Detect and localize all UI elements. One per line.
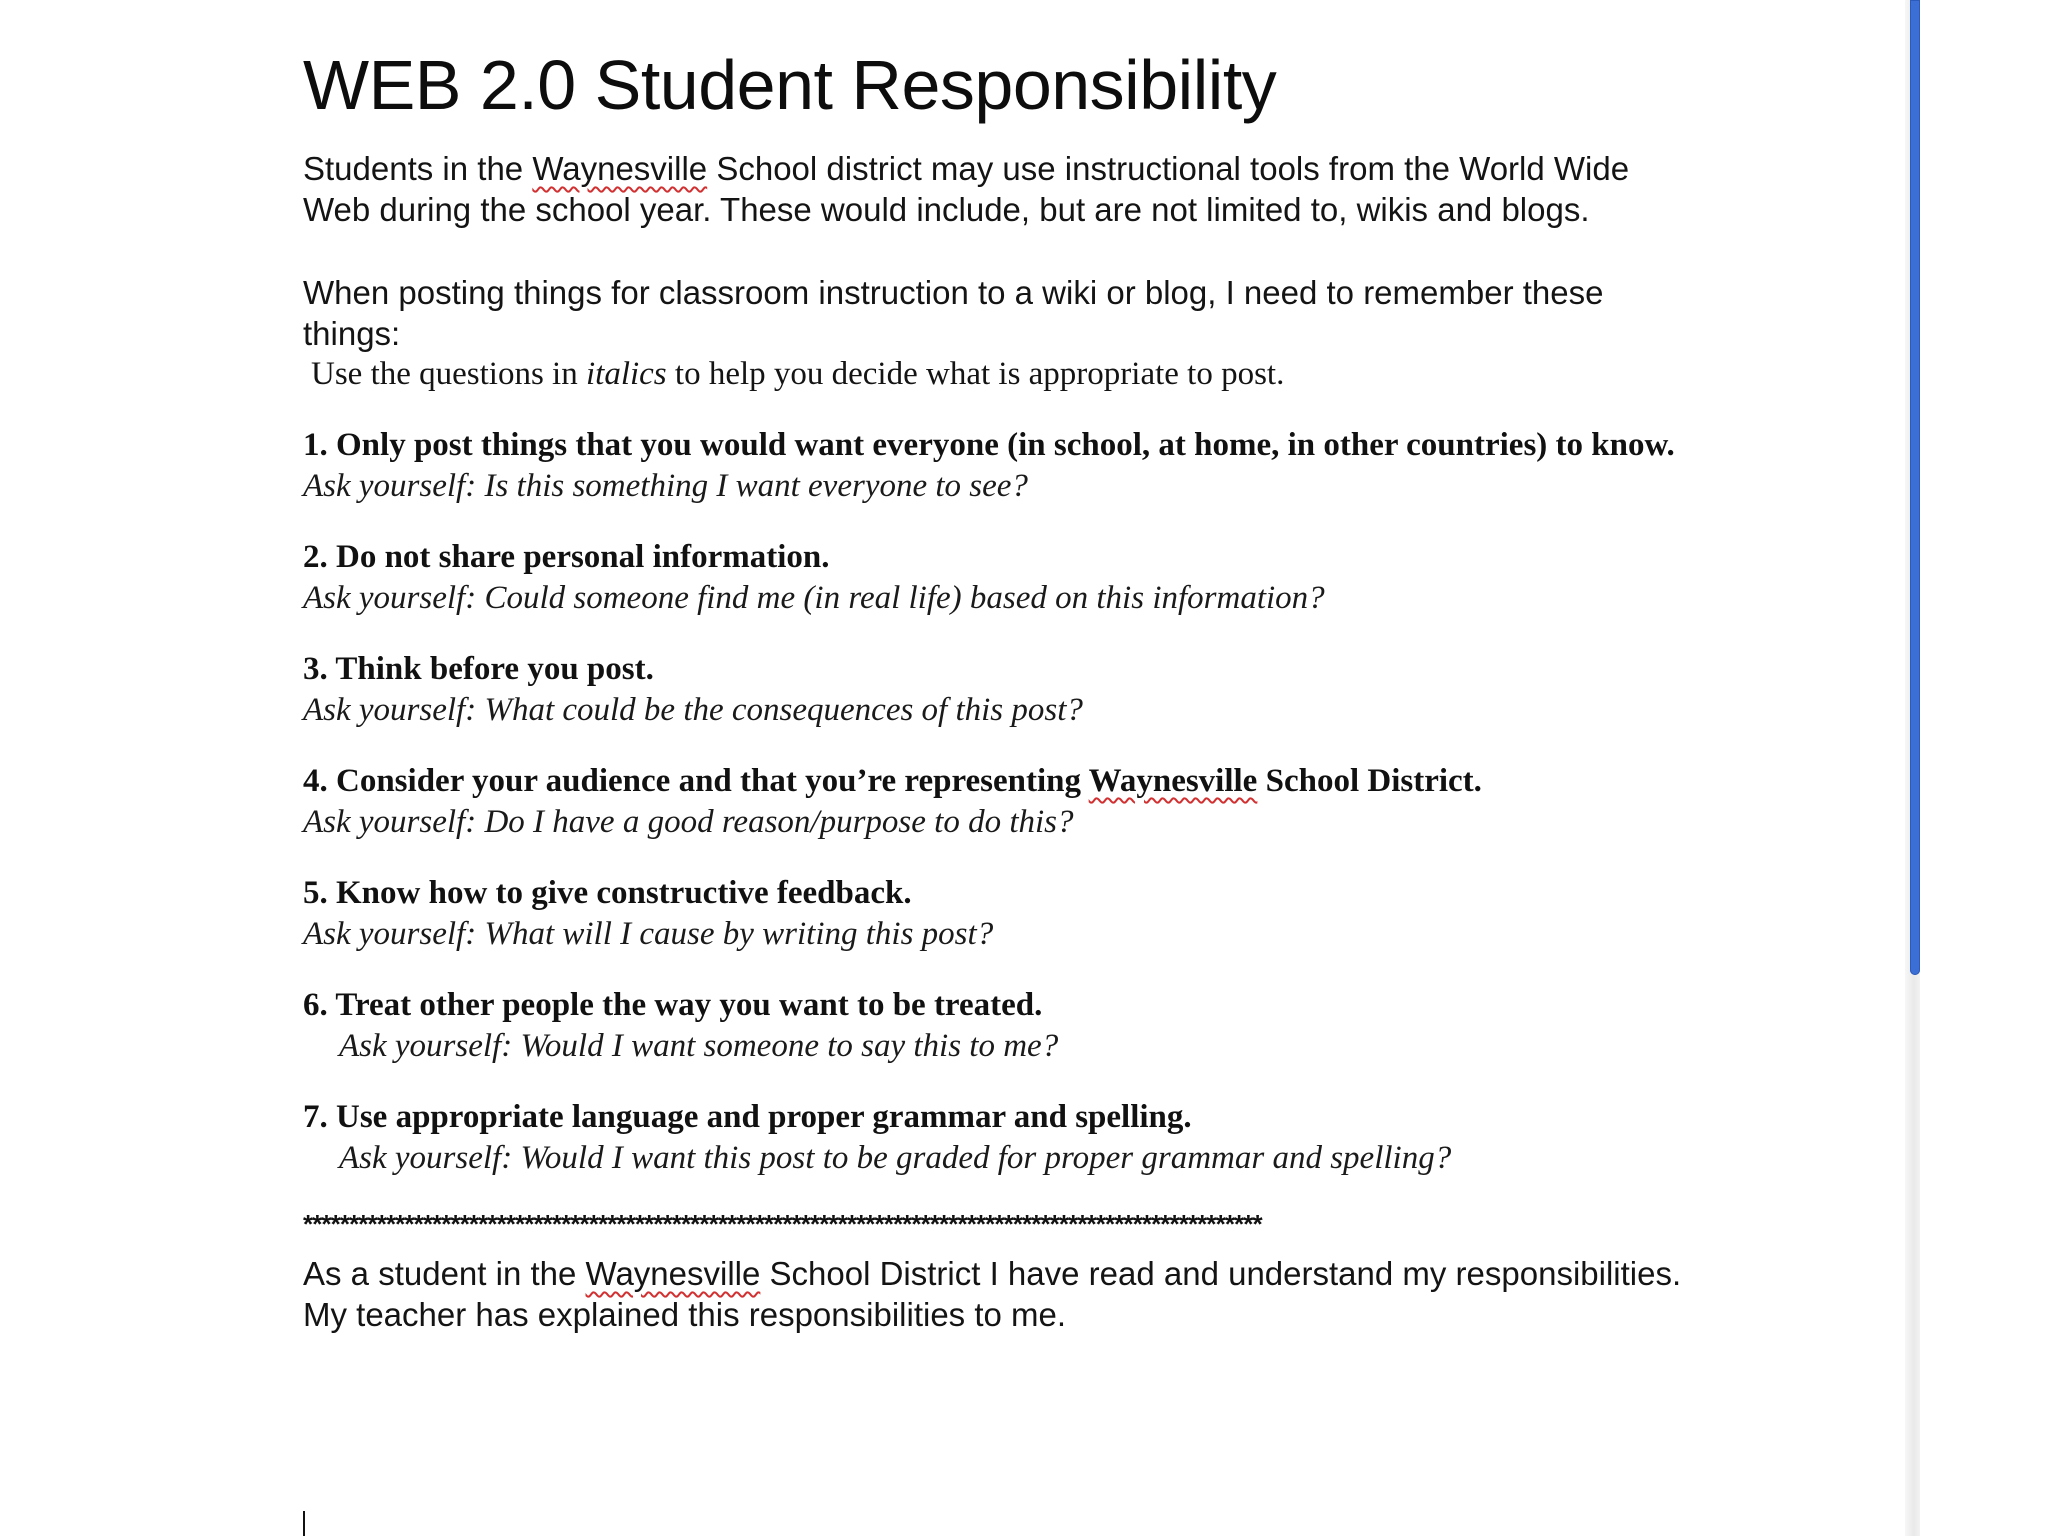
spellcheck-flag[interactable]: Waynesville (1088, 763, 1258, 799)
instruction-text-rest: to help you decide what is appropriate to post. (666, 356, 1285, 392)
list-item (303, 985, 1703, 1067)
item-question: Ask yourself: What could be the consequences of this post? (303, 692, 1083, 728)
list-item (303, 649, 1703, 731)
item-question: Ask yourself: Would I want this post to be graded for proper grammar and spelling? (339, 1140, 1452, 1176)
list-item (303, 761, 1703, 843)
window-margin (1920, 0, 2048, 1536)
item-heading: 2. Do not share personal information. (303, 539, 830, 575)
instruction-text: Use the questions in (311, 356, 586, 392)
closing-text: As a student in the (303, 1255, 586, 1292)
text-cursor (303, 1511, 305, 1536)
closing-paragraph (303, 1253, 1703, 1335)
item-question: Ask yourself: Would I want someone to say this to me? (339, 1028, 1059, 1064)
separator-line: ******************************************************************************************************** (303, 1209, 1262, 1239)
posting-lead: When posting things for classroom instruction to a wiki or blog, I need to remember these things: (303, 274, 1604, 352)
item-heading: 5. Know how to give constructive feedback. (303, 875, 912, 911)
item-heading-text-rest: School District. (1257, 763, 1482, 799)
document-body[interactable] (303, 40, 1703, 1335)
item-question: Ask yourself: Could someone find me (in real life) based on this information? (303, 580, 1325, 616)
item-question: Ask yourself: Do I have a good reason/purpose to do this? (303, 804, 1074, 840)
item-heading-text: 4. Consider your audience and that you’re representing (303, 763, 1089, 799)
scrollbar-thumb[interactable] (1910, 0, 1920, 975)
item-heading: 7. Use appropriate language and proper grammar and spelling. (303, 1099, 1192, 1135)
item-question: Ask yourself: What will I cause by writing this post? (303, 916, 994, 952)
intro-text: Students in the (303, 150, 533, 187)
closing-text-rest: School District I have read and understand my responsibilities. My teacher has explained this responsibilities to me. (303, 1255, 1682, 1333)
intro-paragraph (303, 148, 1703, 230)
instruction-line (303, 354, 1703, 395)
spellcheck-flag[interactable]: Waynesville (532, 150, 708, 187)
instruction-italic: italics (585, 356, 667, 392)
list-item (303, 537, 1703, 619)
item-heading: 1. Only post things that you would want everyone (in school, at home, in other countries) to know. (303, 427, 1675, 463)
item-heading: 6. Treat other people the way you want to be treated. (303, 987, 1043, 1023)
spellcheck-flag[interactable]: Waynesville (585, 1255, 761, 1292)
intro-text-rest: School district may use instructional tools from the World Wide Web during the school year. These would include, but are not limited to, wikis and blogs. (303, 150, 1630, 228)
list-item (303, 1097, 1703, 1179)
list-item (303, 425, 1703, 507)
document-title: WEB 2.0 Student Responsibility (303, 46, 1277, 124)
list-item (303, 873, 1703, 955)
item-heading: 3. Think before you post. (303, 651, 654, 687)
item-question: Ask yourself: Is this something I want everyone to see? (303, 468, 1028, 504)
item-heading (303, 761, 1703, 802)
